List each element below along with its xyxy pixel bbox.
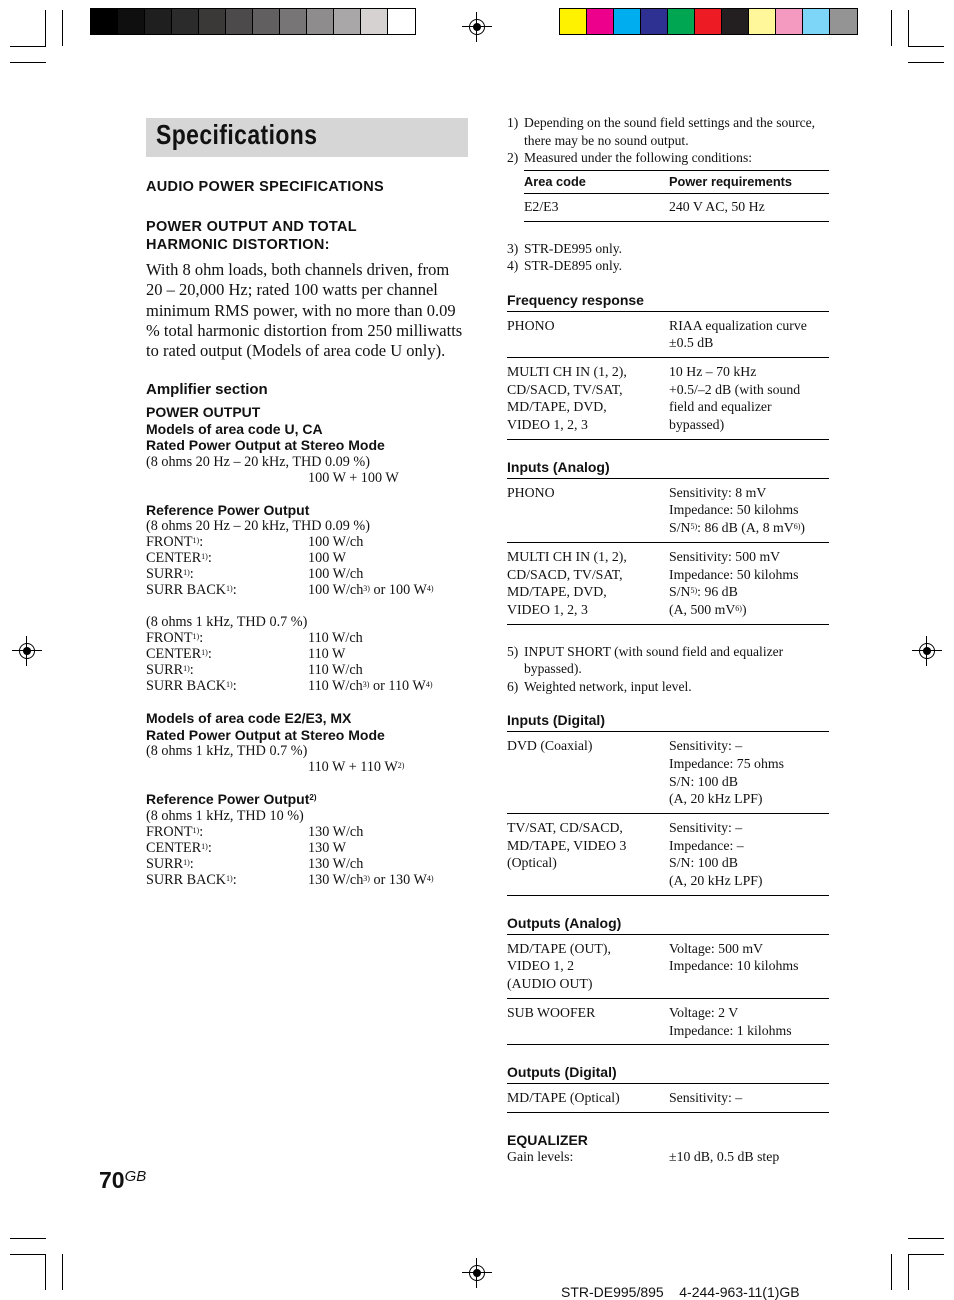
- table-cell: 240 V AC, 50 Hz: [669, 198, 765, 214]
- colon: :: [232, 871, 237, 888]
- crop-mark: [10, 62, 46, 63]
- crop-mark: [10, 1254, 46, 1255]
- condition-text: (8 ohms 1 kHz, THD 0.7 %): [146, 743, 308, 760]
- footnote-number: 2): [507, 150, 519, 165]
- rated-value: 100 W + 100 W: [308, 469, 399, 486]
- table-cell: [507, 737, 669, 808]
- color-swatch: [830, 9, 857, 34]
- footnote-number: 6): [507, 678, 519, 694]
- footnote-ref: 3): [362, 680, 370, 690]
- footnote-ref: 6): [793, 522, 801, 532]
- colon: :: [207, 646, 212, 663]
- crop-mark: [908, 1238, 944, 1239]
- power-value: [308, 566, 363, 582]
- rated-value: 110 W + 110 W: [308, 759, 398, 776]
- spec-text: : 86 dB (A, 8 mV: [697, 520, 794, 536]
- power-row: [146, 566, 468, 582]
- spec-line: S/N: 100 dB: [669, 855, 738, 871]
- area-code-table: [524, 170, 829, 222]
- power-value-text: 100 W: [308, 550, 346, 567]
- power-value-text: 100 W: [388, 582, 427, 599]
- footnote: [507, 678, 829, 696]
- colon: :: [232, 678, 237, 695]
- footnote-number: 4): [507, 258, 519, 273]
- power-label: [146, 630, 308, 646]
- spec-line: ±0.5 dB: [669, 335, 714, 351]
- table-cell: [507, 317, 669, 352]
- spec-text: : 96 dB: [697, 584, 738, 600]
- power-value: [308, 840, 346, 856]
- equalizer-value: ±10 dB, 0.5 dB step: [669, 1149, 780, 1165]
- table-row: [507, 935, 829, 999]
- table-row: [507, 814, 829, 896]
- outputs-digital-heading: Outputs (Digital): [507, 1064, 829, 1084]
- models-uca-label: Models of area code U, CA: [146, 420, 323, 437]
- footnote-ref: 1): [226, 584, 233, 594]
- power-channel: FRONT: [146, 534, 193, 551]
- footnote-ref: 3): [363, 873, 370, 883]
- spec-line: S/N: 100 dB: [669, 773, 738, 789]
- spec-line: (A, 20 kHz LPF): [669, 873, 763, 889]
- table-cell-line: MD/TAPE, DVD,: [507, 584, 607, 600]
- crop-mark: [908, 46, 944, 47]
- color-swatch: [614, 9, 641, 34]
- power-channel: SURR: [146, 662, 184, 679]
- color-swatch: [668, 9, 695, 34]
- table-cell: [669, 317, 829, 352]
- power-channel: SURR: [146, 566, 184, 583]
- power-value: [308, 856, 363, 872]
- footnote-ref: 4): [425, 680, 433, 690]
- power-value: [308, 872, 434, 888]
- colon: :: [232, 582, 237, 599]
- footnote-ref: 2): [397, 761, 405, 771]
- crop-mark: [908, 62, 944, 63]
- reference-power-label: Reference Power Output: [146, 501, 310, 518]
- table-cell: PHONO: [507, 484, 555, 500]
- table-cell-line: DVD (Coaxial): [507, 738, 593, 754]
- color-swatch: [334, 9, 361, 34]
- power-row: [146, 872, 468, 888]
- colon: :: [207, 550, 212, 567]
- equalizer-heading: EQUALIZER: [507, 1131, 588, 1148]
- models-e2-label: Models of area code E2/E3, MX: [146, 710, 352, 727]
- power-channel: CENTER: [146, 550, 202, 567]
- power-value: [308, 646, 345, 662]
- inputs-digital-heading: Inputs (Digital): [507, 712, 829, 732]
- power-channel: CENTER: [146, 839, 202, 856]
- power-channel: SURR: [146, 855, 184, 872]
- spec-line: (A, 20 kHz LPF): [669, 791, 763, 807]
- footnotes-a: [507, 114, 829, 167]
- spec-line: Sensitivity: 8 mV: [669, 484, 767, 500]
- table-cell-line: MULTI CH IN (1, 2),: [507, 548, 627, 564]
- page-title: Specifications: [156, 119, 318, 150]
- power-channel: CENTER: [146, 646, 202, 663]
- power-row: [146, 662, 468, 678]
- table-cell: [669, 1089, 829, 1107]
- spec-line: Impedance: 50 kilohms: [669, 566, 799, 582]
- table-cell-line: MD/TAPE, DVD,: [507, 399, 607, 415]
- spec-line: Impedance: –: [669, 837, 744, 853]
- table-cell: [669, 819, 829, 890]
- colon: :: [189, 662, 194, 679]
- power-row: [146, 630, 468, 646]
- power-output-heading-line1: POWER OUTPUT AND TOTAL: [146, 219, 357, 235]
- footer-model-code: STR-DE995/895 4-244-963-11(1)GB: [561, 1284, 800, 1300]
- condition-text: (8 ohms 1 kHz, THD 0.7 %): [146, 614, 308, 631]
- power-output-label: POWER OUTPUT: [146, 404, 261, 421]
- footnote-ref: 5): [690, 522, 698, 532]
- power-value-text: 100 W/ch: [308, 582, 364, 599]
- crop-mark: [908, 1254, 944, 1255]
- spec-line: Sensitivity: –: [669, 738, 743, 754]
- intro-paragraph: With 8 ohm loads, both channels driven, from 20 – 20,000 Hz; rated 100 watts per channel minimum RMS power, with no more than 0.09 % total harmonic distortion from 250 milliwatts to rated output (Models of area code U only).: [146, 260, 463, 361]
- power-row: [146, 856, 468, 872]
- colon: :: [199, 534, 204, 551]
- crop-mark: [45, 10, 46, 46]
- table-row: [507, 732, 829, 814]
- gray-calibration-bar: [90, 8, 416, 35]
- footnote-ref: 1): [183, 568, 190, 578]
- power-channel: SURR BACK: [146, 678, 227, 695]
- table-cell-line: MD/TAPE, VIDEO 3: [507, 837, 627, 853]
- spec-text: ): [741, 601, 747, 617]
- crop-mark: [908, 1254, 909, 1290]
- power-value: [308, 534, 363, 550]
- power-value: [308, 550, 346, 566]
- registration-mark-icon: [462, 1258, 492, 1288]
- table-row: [507, 358, 829, 440]
- spec-line: Impedance: 75 ohms: [669, 755, 784, 771]
- table-cell-line: (AUDIO OUT): [507, 976, 593, 992]
- power-label: [146, 534, 308, 550]
- inputs-digital-table: [507, 732, 829, 896]
- table-cell-line: PHONO: [507, 317, 555, 333]
- color-swatch: [199, 9, 226, 34]
- or-text: or: [369, 871, 389, 888]
- footnote-ref: 2): [309, 793, 317, 803]
- footnote: [507, 149, 829, 167]
- spec-line: bypassed): [669, 417, 725, 433]
- footnote-ref: 1): [183, 664, 190, 674]
- table-row: [507, 1084, 829, 1113]
- color-swatch: [307, 9, 334, 34]
- outputs-analog-table: [507, 935, 829, 1046]
- color-swatch: [776, 9, 803, 34]
- footnote-ref: 3): [363, 584, 370, 594]
- registration-mark-icon: [462, 12, 492, 42]
- power-group-b: [146, 630, 468, 694]
- power-value: [308, 582, 434, 598]
- colon: :: [199, 823, 204, 840]
- footnote-text: STR-DE895 only.: [524, 258, 623, 273]
- page-number-suffix: GB: [124, 1168, 147, 1185]
- spec-line: Voltage: 500 mV: [669, 940, 764, 956]
- power-value-text: 130 W/ch: [308, 823, 364, 840]
- spec-text: (A, 500 mV: [669, 601, 736, 617]
- spec-line: field and equalizer: [669, 399, 772, 415]
- power-label: [146, 550, 308, 566]
- title-bar: [146, 118, 468, 157]
- footnotes-b: [507, 240, 829, 275]
- power-value-text: 110 W/ch: [308, 630, 363, 647]
- color-calibration-bar: [559, 8, 858, 35]
- footnote-ref: 4): [426, 873, 434, 883]
- footnote-ref: 4): [426, 584, 434, 594]
- power-value-text: 110 W/ch: [308, 678, 363, 695]
- spec-text: S/N: [669, 520, 691, 536]
- power-value: [308, 662, 363, 678]
- power-value-text: 130 W: [308, 839, 346, 856]
- color-swatch: [587, 9, 614, 34]
- rated-stereo-label: Rated Power Output at Stereo Mode: [146, 726, 385, 743]
- power-value-text: 130 W: [388, 871, 427, 888]
- footnote-ref: 6): [735, 603, 742, 613]
- crop-mark: [891, 10, 892, 46]
- color-swatch: [91, 9, 118, 34]
- table-cell-line: TV/SAT, CD/SACD,: [507, 819, 623, 835]
- footnote-ref: 1): [192, 632, 200, 642]
- power-channel: FRONT: [146, 823, 193, 840]
- power-row: [146, 582, 468, 598]
- table-cell-line: SUB WOOFER: [507, 1004, 596, 1020]
- power-row: [146, 534, 468, 550]
- power-row: [146, 646, 468, 662]
- power-label: [146, 872, 308, 888]
- power-label: [146, 840, 308, 856]
- spec-line: Impedance: 1 kilohms: [669, 1022, 792, 1038]
- color-swatch: [641, 9, 668, 34]
- footnote-ref: 1): [192, 536, 200, 546]
- spec-line: Voltage: 2 V: [669, 1004, 739, 1020]
- power-value-text: 110 W: [308, 646, 346, 663]
- table-cell: [507, 940, 669, 993]
- table-cell-line: CD/SACD, TV/SAT,: [507, 381, 623, 397]
- color-swatch: [145, 9, 172, 34]
- colon: :: [189, 566, 194, 583]
- power-channel: SURR BACK: [146, 871, 227, 888]
- spec-text: ): [800, 520, 806, 536]
- spec-line: Sensitivity: –: [669, 1090, 743, 1106]
- footnote-text: STR-DE995 only.: [524, 240, 623, 256]
- condition-text: (8 ohms 20 Hz – 20 kHz, THD 0.09 %): [146, 453, 370, 470]
- power-row: [146, 550, 468, 566]
- table-header: Power requirements: [669, 173, 793, 189]
- power-value-text: 110 W: [388, 678, 426, 695]
- table-cell: [507, 1004, 669, 1039]
- power-value-text: 130 W/ch: [308, 855, 364, 872]
- footnote-text: INPUT SHORT (with sound field and equalizer bypassed).: [524, 643, 784, 677]
- footnote: [507, 114, 829, 149]
- color-swatch: [118, 9, 145, 34]
- footnotes-c: [507, 643, 829, 696]
- table-cell-line: VIDEO 1, 2, 3: [507, 601, 588, 617]
- footnote-number: 1): [507, 115, 519, 130]
- page-number-value: 70: [99, 1167, 125, 1193]
- footnote-ref: 1): [226, 873, 233, 883]
- table-cell-line: MD/TAPE (OUT),: [507, 940, 611, 956]
- table-cell: [669, 940, 829, 993]
- power-value-text: 100 W/ch: [308, 566, 364, 583]
- power-label: [146, 856, 308, 872]
- or-text: or: [369, 678, 389, 695]
- color-swatch: [749, 9, 776, 34]
- crop-mark: [908, 10, 909, 46]
- condition-text: (8 ohms 20 Hz – 20 kHz, THD 0.09 %): [146, 518, 370, 535]
- spec-text: S/N: [669, 584, 691, 600]
- color-swatch: [253, 9, 280, 34]
- audio-power-heading: AUDIO POWER SPECIFICATIONS: [146, 179, 384, 195]
- power-row: [146, 824, 468, 840]
- color-swatch: [803, 9, 830, 34]
- registration-mark-icon: [12, 636, 42, 666]
- rated-stereo-label: Rated Power Output at Stereo Mode: [146, 437, 385, 454]
- power-group-c: [146, 824, 468, 888]
- footnote-ref: 1): [201, 552, 208, 562]
- power-value-text: 130 W/ch: [308, 871, 364, 888]
- table-row: [507, 543, 829, 625]
- frequency-response-heading: Frequency response: [507, 292, 829, 312]
- color-swatch: [361, 9, 388, 34]
- table-cell: [669, 1004, 829, 1039]
- footnote-ref: 1): [183, 857, 190, 867]
- registration-mark-icon: [912, 636, 942, 666]
- table-cell: [507, 1089, 669, 1107]
- table-cell-line: (Optical): [507, 855, 557, 871]
- table-cell-line: MD/TAPE (Optical): [507, 1090, 620, 1106]
- power-label: [146, 678, 308, 694]
- spec-line: +0.5/–2 dB (with sound: [669, 381, 801, 397]
- color-swatch: [388, 9, 415, 34]
- table-row: [507, 479, 829, 543]
- table-cell-line: VIDEO 1, 2: [507, 958, 575, 974]
- power-label: [146, 582, 308, 598]
- footnote: [507, 257, 829, 275]
- footnote-number: 3): [507, 240, 519, 256]
- spec-line: RIAA equalization curve: [669, 317, 807, 333]
- footnote-text: Measured under the following conditions:: [524, 150, 753, 165]
- color-swatch: [722, 9, 749, 34]
- power-row: [146, 840, 468, 856]
- spec-line: Sensitivity: 500 mV: [669, 548, 781, 564]
- power-value: [308, 678, 432, 694]
- outputs-digital-table: [507, 1084, 829, 1113]
- spec-line: Impedance: 10 kilohms: [669, 958, 799, 974]
- colon: :: [189, 855, 194, 872]
- power-value: [308, 630, 363, 646]
- table-cell-line: VIDEO 1, 2, 3: [507, 417, 588, 433]
- footnote-ref: 1): [201, 841, 208, 851]
- footnote-ref: 5): [690, 586, 698, 596]
- outputs-analog-heading: Outputs (Analog): [507, 915, 829, 935]
- power-group-a: [146, 534, 468, 598]
- table-cell: [669, 363, 829, 434]
- reference-power-label: Reference Power Output: [146, 791, 310, 808]
- power-value: [308, 824, 363, 840]
- power-channel: SURR BACK: [146, 582, 227, 599]
- footnote-ref: 1): [201, 648, 208, 658]
- power-row: [146, 678, 468, 694]
- colon: :: [207, 839, 212, 856]
- power-label: [146, 662, 308, 678]
- crop-mark: [10, 46, 46, 47]
- crop-mark: [10, 1238, 46, 1239]
- table-cell: E2/E3: [524, 198, 559, 214]
- condition-text: (8 ohms 1 kHz, THD 10 %): [146, 807, 304, 824]
- power-label: [146, 566, 308, 582]
- table-cell: [507, 819, 669, 890]
- color-swatch: [695, 9, 722, 34]
- table-cell: [669, 737, 829, 808]
- power-channel: FRONT: [146, 630, 193, 647]
- color-swatch: [172, 9, 199, 34]
- footnote: [507, 643, 829, 678]
- table-header: Area code: [524, 173, 586, 189]
- power-value-text: 100 W/ch: [308, 534, 364, 551]
- color-swatch: [560, 9, 587, 34]
- page-number: [99, 1167, 146, 1194]
- crop-mark: [45, 1254, 46, 1290]
- spec-line: Sensitivity: –: [669, 819, 743, 835]
- crop-mark: [62, 10, 63, 46]
- power-value-text: 110 W/ch: [308, 662, 363, 679]
- power-label: [146, 646, 308, 662]
- colon: :: [199, 630, 204, 647]
- inputs-analog-heading: Inputs (Analog): [507, 459, 829, 479]
- footnote-text: Depending on the sound field settings and the source, there may be no sound output.: [524, 115, 816, 148]
- power-label: [146, 824, 308, 840]
- table-cell-line: CD/SACD, TV/SAT,: [507, 566, 623, 582]
- equalizer-label: Gain levels:: [507, 1149, 574, 1165]
- right-column: [507, 114, 829, 1166]
- color-swatch: [280, 9, 307, 34]
- crop-mark: [891, 1254, 892, 1290]
- footnote: [507, 240, 829, 258]
- or-text: or: [369, 582, 389, 599]
- footnote-ref: 1): [226, 680, 233, 690]
- left-column: [146, 178, 468, 888]
- table-row: [507, 999, 829, 1045]
- table-row: [507, 312, 829, 358]
- footnote-number: 5): [507, 643, 519, 659]
- color-swatch: [226, 9, 253, 34]
- table-cell-line: MULTI CH IN (1, 2),: [507, 363, 627, 379]
- spec-line: 10 Hz – 70 kHz: [669, 363, 757, 379]
- power-output-heading-line2: HARMONIC DISTORTION:: [146, 237, 330, 253]
- footnote-ref: 1): [192, 825, 200, 835]
- crop-mark: [62, 1254, 63, 1290]
- footnote-text: Weighted network, input level.: [524, 678, 692, 694]
- table-cell: [507, 363, 669, 434]
- spec-line: Impedance: 50 kilohms: [669, 502, 799, 518]
- frequency-response-table: [507, 312, 829, 440]
- amplifier-section-heading: Amplifier section: [146, 381, 268, 399]
